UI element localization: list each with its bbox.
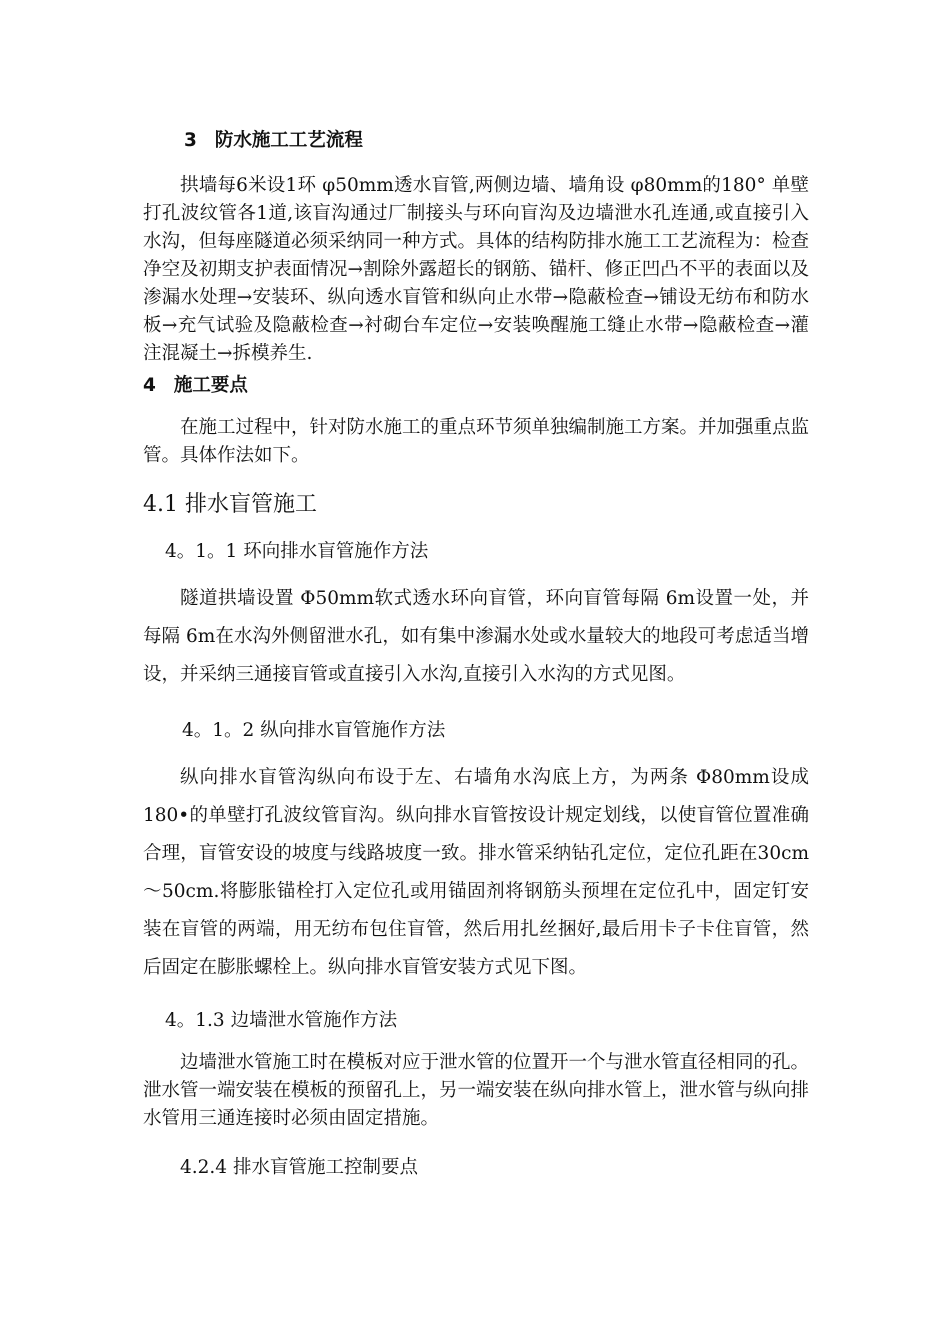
section-4-1-3-heading: 4。1.3 边墙泄水管施作方法: [165, 1010, 398, 1031]
section-4-paragraph: 在施工过程中，针对防水施工的重点环节须单独编制施工方案。并加强重点监管。具体作法如下。: [143, 417, 810, 466]
section-4-1-heading: 4.1 排水盲管施工: [143, 492, 317, 517]
section-3-number: 3: [184, 130, 197, 151]
section-4-1-2-paragraph: 纵向排水盲管沟纵向布设于左、右墙角水沟底上方，为两条 Φ80mm设成180•的单壁打孔波纹管盲沟。纵向排水盲管按设计规定划线，以使盲管位置准确合理，盲管安设的坡度与线路坡度一致。排水管采纳钻孔定位，定位孔距在30cm～50cm.将膨胀锚栓打入定位孔或用锚固剂将钢筋头预埋在定位孔中，固定钉安装在盲管的两端，用无纺布包住盲管，然后用扎丝捆好,最后用卡子卡住盲管，然后固定在膨胀螺栓上。纵向排水盲管安装方式见下图。: [143, 767, 809, 978]
section-4-1-1-heading: 4。1。1 环向排水盲管施作方法: [165, 541, 429, 562]
section-4-2-4-heading: 4.2.4 排水盲管施工控制要点: [180, 1157, 418, 1178]
section-4-1-2-heading: 4。1。2 纵向排水盲管施作方法: [182, 720, 446, 741]
section-3-paragraph: 拱墙每6米设1环 φ50mm透水盲管,两侧边墙、墙角设 φ80mm的180° 单壁打孔波纹管各1道,该盲沟通过厂制接头与环向盲沟及边墙泄水孔连通,或直接引入水沟，但每座隧道必须采纳同一种方式。具体的结构防排水施工工艺流程为：检查净空及初期支护表面情况→割除外露超长的钢筋、锚杆、修正凹凸不平的表面以及渗漏水处理→安装环、纵向透水盲管和纵向止水带→隐蔽检查→铺设无纺布和防水板→充气试验及隐蔽检查→衬砌台车定位→安装唤醒施工缝止水带→隐蔽检查→灌注混凝土→拆模养生.: [143, 175, 810, 364]
section-4-heading: [143, 371, 809, 397]
section-3-title: 防水施工工艺流程: [214, 130, 363, 151]
section-3-heading: [184, 126, 850, 152]
section-4-1-3-paragraph: 边墙泄水管施工时在模板对应于泄水管的位置开一个与泄水管直径相同的孔。泄水管一端安装在模板的预留孔上，另一端安装在纵向排水管上，泄水管与纵向排水管用三通连接时必须由固定措施。: [143, 1052, 810, 1129]
section-4-number: 4: [143, 375, 156, 396]
section-4-1-1-paragraph: 隧道拱墙设置 Φ50mm软式透水环向盲管，环向盲管每隔 6m设置一处，并每隔 6m在水沟外侧留泄水孔，如有集中渗漏水处或水量较大的地段可考虑适当增设，并采纳三通接盲管或直接引入水沟,直接引入水沟的方式见图。: [143, 588, 809, 685]
section-4-title: 施工要点: [173, 375, 248, 396]
